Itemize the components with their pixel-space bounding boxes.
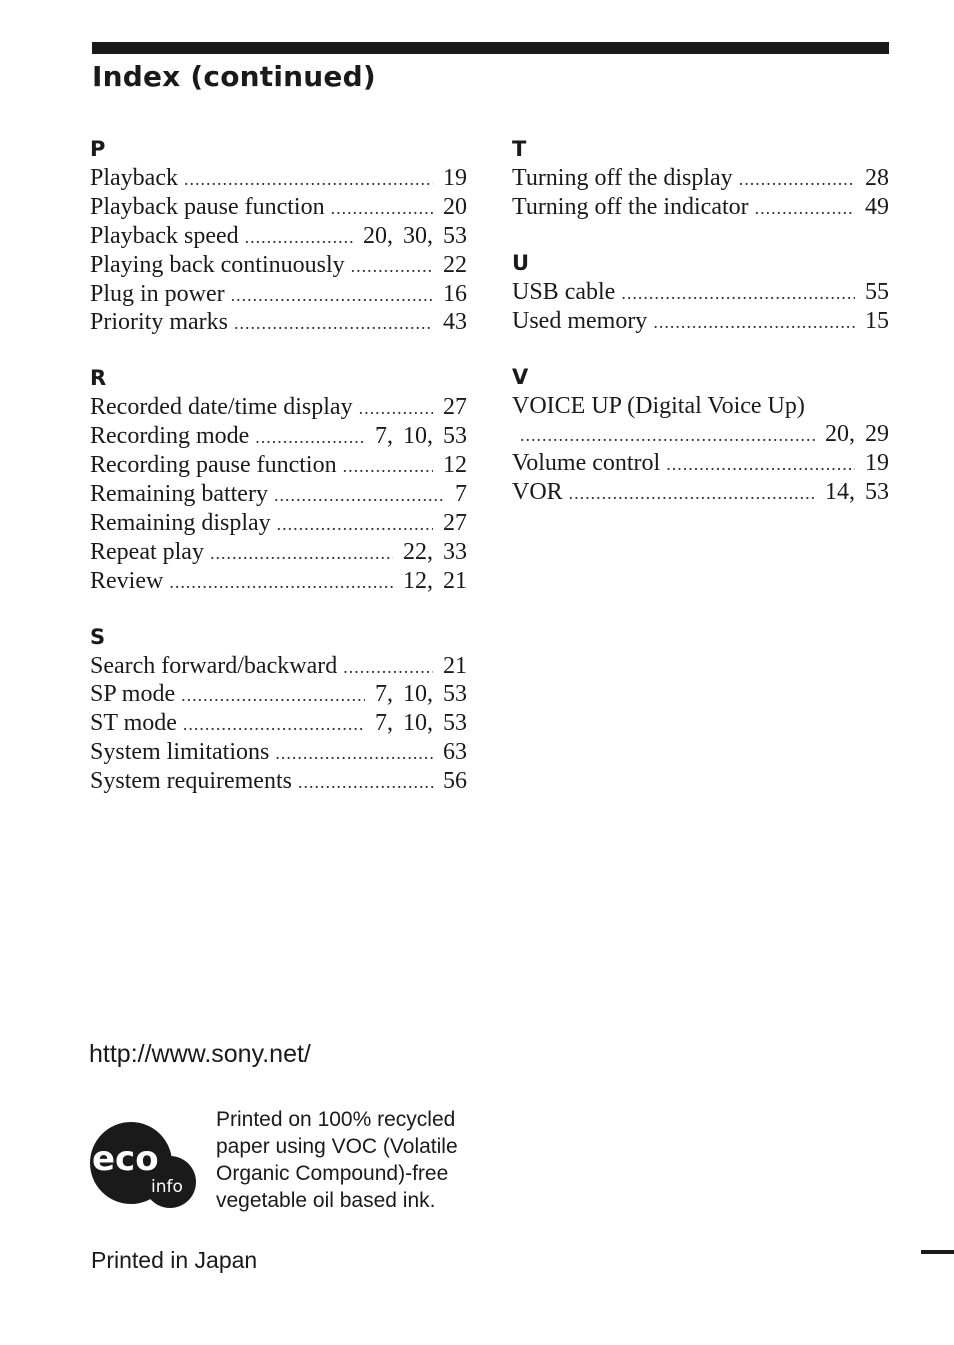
entry-pages: 16 [443, 280, 467, 307]
entry-term: VOR [512, 479, 563, 506]
entry-term: VOICE UP (Digital Voice Up) [512, 392, 805, 419]
entry-term: Playback pause function [90, 193, 325, 220]
eco-statement [216, 1106, 506, 1214]
dot-leader [343, 653, 433, 682]
dot-leader [755, 194, 855, 223]
website-url: http://www.sony.net/ [89, 1040, 311, 1068]
dot-leader [298, 768, 433, 797]
index-entry [90, 538, 467, 567]
entry-pages: 56 [443, 768, 467, 795]
dot-leader [245, 223, 353, 252]
index-entry [90, 308, 467, 337]
section-letter: U [512, 250, 530, 275]
section-letter: P [90, 137, 106, 161]
entry-pages: 22, 33 [403, 538, 467, 565]
entry-pages: 7 [455, 481, 467, 508]
entry-pages: 20, 29 [825, 421, 889, 448]
dot-leader [359, 394, 433, 423]
index-entry [90, 709, 467, 738]
dot-leader [666, 450, 855, 479]
entry-term: Repeat play [90, 538, 204, 565]
entry-term: Used memory [512, 307, 648, 334]
index-entry [512, 193, 889, 222]
eco-statement-line: Printed on 100% recycled [216, 1108, 456, 1131]
index-entry [90, 738, 467, 767]
entry-pages: 19 [865, 450, 889, 477]
entry-pages: 14, 53 [825, 479, 889, 506]
entry-pages: 28 [865, 165, 889, 191]
entry-term: Playback speed [90, 222, 239, 249]
index-entry [90, 193, 467, 222]
eco-statement-line: Organic Compound)-free [216, 1162, 449, 1185]
section-letter: S [90, 624, 106, 649]
entry-term: Review [90, 567, 164, 594]
index-entry [512, 307, 889, 336]
entry-pages: 20, 30, 53 [363, 222, 467, 249]
entry-pages: 12 [443, 452, 467, 479]
index-entry [512, 478, 889, 507]
index-section-p [90, 134, 467, 337]
entry-pages: 12, 21 [403, 567, 467, 594]
dot-leader [255, 423, 365, 452]
entry-term: Playing back continuously [90, 251, 345, 278]
eco-statement-line: vegetable oil based ink. [216, 1189, 436, 1212]
index-section-r [90, 363, 467, 595]
index-entry [90, 509, 467, 538]
dot-leader [184, 165, 433, 194]
index-column-right [512, 134, 889, 533]
entry-pages: 21 [443, 652, 467, 679]
dot-leader [331, 194, 433, 223]
index-entry [90, 652, 467, 681]
index-entry [90, 567, 467, 596]
entry-pages: 63 [443, 739, 467, 766]
index-column-left [90, 134, 467, 822]
index-entry [512, 449, 889, 478]
index-entry [90, 280, 467, 309]
index-entry [90, 480, 467, 509]
entry-term: Recorded date/time display [90, 394, 353, 421]
entry-term: Remaining display [90, 509, 271, 536]
entry-term: Recording mode [90, 423, 250, 450]
page-title: Index (continued) [92, 60, 376, 93]
entry-term: System limitations [90, 739, 270, 766]
entry-term: Plug in power [90, 280, 225, 307]
index-entry [90, 393, 467, 422]
entry-term: SP mode [90, 681, 176, 708]
entry-pages: 49 [865, 193, 889, 220]
dot-leader [275, 739, 433, 768]
dot-leader [181, 681, 365, 710]
dot-leader [231, 281, 433, 310]
top-rule [92, 42, 889, 54]
entry-pages: 15 [865, 307, 889, 334]
eco-logo-sub: info [151, 1177, 183, 1197]
entry-pages: 27 [443, 394, 467, 421]
eco-info-logo [90, 1118, 196, 1210]
index-section-t [512, 134, 889, 222]
dot-leader [351, 252, 433, 281]
index-entry [90, 451, 467, 480]
index-entry [90, 680, 467, 709]
entry-term: Turning off the display [512, 165, 733, 191]
index-entry [90, 767, 467, 796]
section-letter: V [512, 364, 529, 389]
index-section-v [512, 362, 889, 508]
entry-pages: 55 [865, 278, 889, 305]
entry-term: Playback [90, 165, 178, 191]
dot-leader [183, 710, 365, 739]
dot-leader [169, 568, 393, 597]
index-entry [512, 278, 889, 307]
index-section-u [512, 248, 889, 336]
entry-term: Volume control [512, 450, 661, 477]
index-entry [512, 164, 889, 193]
entry-term: System requirements [90, 768, 292, 795]
entry-term: Priority marks [90, 309, 228, 336]
entry-pages: 20 [443, 193, 467, 220]
dot-leader [277, 510, 433, 539]
entry-pages: 19 [443, 165, 467, 191]
entry-term: ST mode [90, 710, 177, 737]
index-entry [90, 422, 467, 451]
page-edge-mark [921, 1250, 954, 1254]
entry-pages: 7, 10, 53 [375, 423, 467, 450]
eco-statement-line: paper using VOC (Volatile [216, 1135, 458, 1158]
entry-pages: 7, 10, 53 [375, 681, 467, 708]
index-entry [512, 392, 889, 421]
index-entry [90, 222, 467, 251]
section-letter: R [90, 366, 107, 391]
entry-pages: 7, 10, 53 [375, 710, 467, 737]
dot-leader [739, 165, 855, 194]
dot-leader [210, 539, 393, 568]
index-section-s [90, 622, 467, 796]
entry-term: Search forward/backward [90, 652, 338, 679]
entry-term: Remaining battery [90, 481, 268, 508]
entry-term: Recording pause function [90, 452, 337, 479]
entry-pages: 22 [443, 251, 467, 278]
section-letter: T [512, 137, 527, 161]
entry-term: USB cable [512, 278, 616, 305]
entry-pages: 27 [443, 509, 467, 536]
entry-term: Turning off the indicator [512, 193, 749, 220]
index-entry [90, 164, 467, 193]
eco-logo-word: eco [92, 1139, 159, 1179]
dot-leader [653, 308, 855, 337]
dot-leader [274, 481, 445, 510]
index-entry-continuation [512, 420, 889, 449]
dot-leader [343, 452, 433, 481]
printed-in-label: Printed in Japan [91, 1247, 258, 1273]
dot-leader [621, 279, 855, 308]
dot-leader [520, 421, 815, 450]
entry-pages: 43 [443, 309, 467, 336]
dot-leader [234, 309, 433, 338]
index-entry [90, 251, 467, 280]
dot-leader [569, 479, 815, 508]
